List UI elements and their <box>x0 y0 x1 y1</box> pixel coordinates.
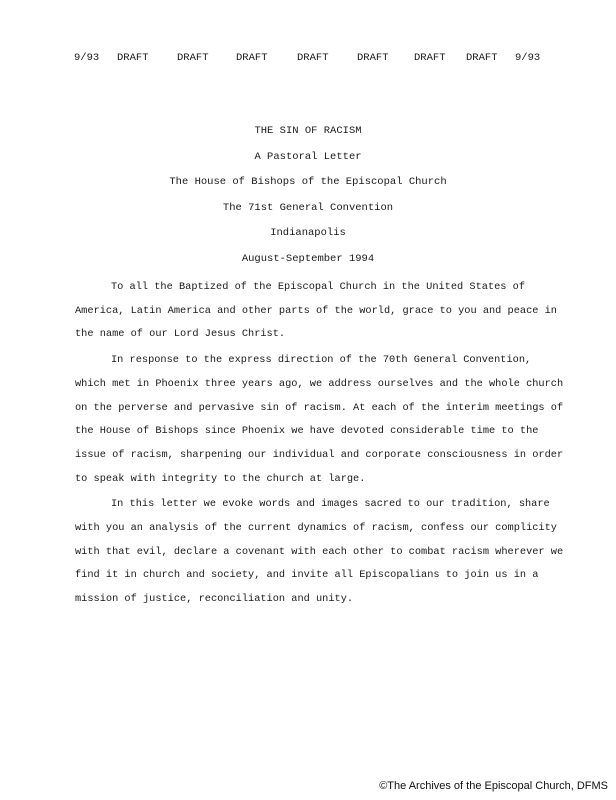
draft-label: DRAFT <box>177 52 209 64</box>
paragraph-purpose: In this letter we evoke words and images sacred to our tradition, share with you an analysis of the current dynamics of racism, confess our complicity with that evil, declare a covenant with each other to combat racism wherever we find it in church and society, and invite all Episcopalians to join us in a mission of justice, reconciliation and unity. <box>75 498 564 606</box>
header-date-right: 9/93 <box>515 52 541 64</box>
issuer-line: The House of Bishops of the Episcopal Church <box>169 176 447 189</box>
draft-header <box>0 52 616 66</box>
letter-body <box>75 276 565 612</box>
paragraph-greeting: To all the Baptized of the Episcopal Church in the United States of America, Latin America and other parts of the world, grace to you and peace in the name of our Lord Jesus Christ. <box>75 281 557 341</box>
archive-copyright: ©The Archives of the Episcopal Church, DFMS <box>379 780 608 792</box>
place-line: Indianapolis <box>270 227 346 240</box>
document-title: THE SIN OF RACISM <box>254 125 362 137</box>
convention-line: The 71st General Convention <box>222 201 394 214</box>
draft-label: DRAFT <box>357 52 389 64</box>
draft-label: DRAFT <box>466 52 498 64</box>
date-line: August-September 1994 <box>241 252 375 265</box>
draft-label: DRAFT <box>297 52 329 64</box>
paragraph-response: In response to the express direction of the 70th General Convention, which met in Phoenix three years ago, we address ourselves and the whole church on the perverse and pervasive sin of racism. At each of the interim meetings of the House of Bishops since Phoenix we have devoted considerable time to the issue of racism, sharpening our individual and corporate consciousness in order to speak with integrity to the church at large. <box>75 354 564 485</box>
document-subtitle: A Pastoral Letter <box>254 150 362 163</box>
draft-label: DRAFT <box>117 52 149 64</box>
draft-label: DRAFT <box>414 52 446 64</box>
header-date-left: 9/93 <box>74 52 100 64</box>
draft-label: DRAFT <box>236 52 268 64</box>
title-block <box>0 124 616 278</box>
